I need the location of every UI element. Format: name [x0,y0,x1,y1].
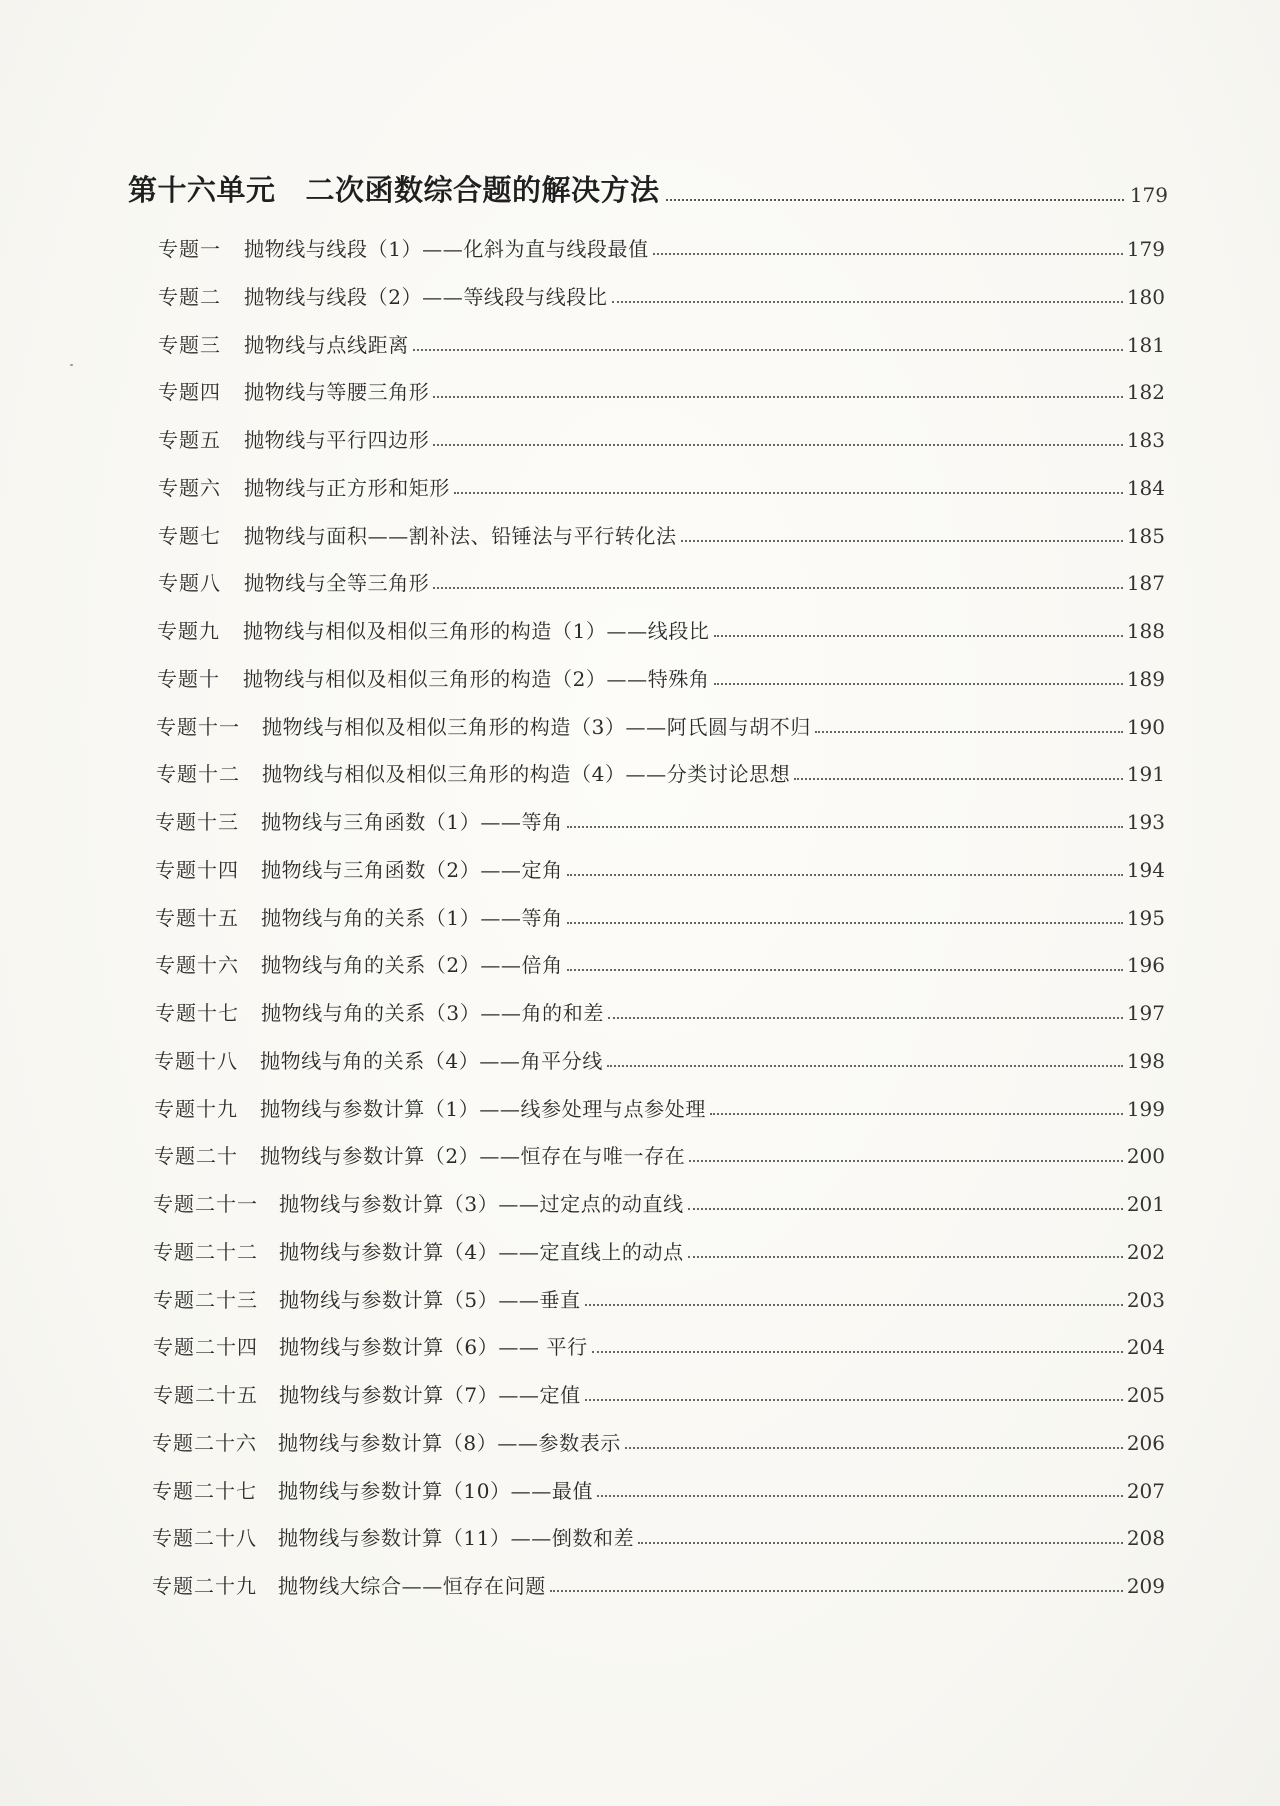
entry-label: 专题二十九 [152,1574,257,1598]
entry-title: 抛物线与参数计算（4）——定直线上的动点 [279,1239,684,1264]
entry-label: 专题五 [158,428,221,452]
toc-entry[interactable] [153,1279,1165,1313]
entry-title: 抛物线与参数计算（2）——恒存在与唯一存在 [260,1144,686,1169]
entry-title: 抛物线与相似及相似三角形的构造（3）——阿氏圆与胡不归 [262,714,811,739]
dot-leader [585,1304,1123,1306]
entry-label: 专题二十 [154,1144,238,1169]
entry-page-number: 190 [1126,714,1165,739]
entry-title: 抛物线与相似及相似三角形的构造（1）——线段比 [243,619,710,643]
toc-entry[interactable] [155,849,1165,883]
entry-label: 专题一 [158,237,221,261]
entry-label: 专题二十七 [152,1478,257,1503]
entry-title: 抛物线与参数计算（3）——过定点的动直线 [279,1192,684,1216]
toc-entry[interactable] [157,658,1165,692]
toc-entry[interactable] [152,1517,1165,1551]
entry-page-number: 205 [1126,1383,1165,1407]
dot-leader [681,540,1123,542]
entry-label: 专题十六 [155,953,239,978]
dot-leader [433,587,1122,589]
toc-entry[interactable] [158,276,1165,310]
dot-leader [567,922,1123,924]
unit-page-number: 179 [1129,183,1168,207]
entry-label: 专题八 [158,571,221,596]
entry-label: 专题二十八 [152,1526,257,1551]
entry-page-number: 187 [1126,571,1165,596]
dot-leader [689,1160,1122,1162]
toc-entry[interactable] [156,753,1165,787]
margin-speck [70,364,73,366]
dot-leader [815,731,1123,733]
toc-entry[interactable] [155,992,1165,1026]
dot-leader [710,1113,1123,1115]
dot-leader [413,349,1123,351]
entry-page-number: 193 [1126,810,1165,834]
entry-label: 专题二十二 [153,1239,258,1264]
dot-leader [688,1256,1123,1258]
entry-label: 专题十三 [155,810,239,834]
unit-title: 二次函数综合题的解决方法 [305,173,660,207]
entry-page-number: 184 [1126,475,1165,500]
toc-entry[interactable] [158,228,1165,262]
dot-leader [714,635,1123,637]
entry-title: 抛物线与角的关系（3）——角的和差 [261,1001,604,1025]
toc-entry[interactable] [154,1040,1165,1074]
entry-title: 抛物线与参数计算（11）——倒数和差 [278,1526,635,1551]
dot-leader [638,1542,1123,1544]
unit-label: 第十六单元 [128,173,276,207]
entry-label: 专题二 [158,284,221,309]
dot-leader [567,874,1123,876]
entry-title: 抛物线与角的关系（4）——角平分线 [260,1048,603,1073]
entry-label: 专题二十三 [153,1287,258,1312]
dot-leader [714,683,1123,685]
entry-label: 专题十一 [156,714,240,739]
entry-title: 抛物线与平行四边形 [244,428,430,452]
toc-entry[interactable] [155,897,1165,931]
entry-page-number: 189 [1126,666,1165,691]
entry-page-number: 199 [1126,1096,1165,1121]
entry-title: 抛物线与全等三角形 [244,571,430,596]
entry-title: 抛物线与面积——割补法、铅锤法与平行转化法 [244,523,677,548]
entry-title: 抛物线与线段（1）——化斜为直与线段最值 [244,237,649,261]
dot-leader [585,1399,1123,1401]
entry-label: 专题十七 [155,1001,239,1025]
entry-title: 抛物线与参数计算（7）——定值 [279,1383,581,1407]
entry-title: 抛物线与参数计算（10）——最值 [278,1478,594,1503]
entry-label: 专题十二 [156,762,240,787]
entry-page-number: 204 [1126,1335,1165,1360]
toc-entry[interactable] [152,1422,1165,1456]
dot-leader [688,1208,1123,1210]
entry-title: 抛物线与正方形和矩形 [244,475,450,500]
entry-page-number: 200 [1126,1144,1165,1169]
toc-entry[interactable] [154,1088,1165,1122]
entry-label: 专题十四 [155,857,239,882]
toc-entry[interactable] [156,706,1165,740]
entry-page-number: 183 [1126,428,1165,452]
entry-title: 抛物线与参数计算（6）—— 平行 [279,1335,588,1360]
entry-label: 专题九 [157,619,220,643]
entry-title: 抛物线与点线距离 [244,332,409,357]
entry-page-number: 198 [1126,1048,1165,1073]
entry-page-number: 203 [1126,1287,1165,1312]
toc-entry[interactable] [153,1326,1165,1360]
dot-leader [550,1590,1123,1592]
entry-label: 专题二十四 [153,1335,258,1360]
dot-leader [592,1351,1123,1353]
entry-page-number: 201 [1126,1192,1165,1216]
entry-title: 抛物线与参数计算（5）——垂直 [279,1287,581,1312]
dot-leader [433,444,1122,446]
entry-title: 抛物线与相似及相似三角形的构造（2）——特殊角 [243,666,710,691]
entry-label: 专题三 [158,332,221,357]
toc-entry[interactable] [158,515,1165,549]
entry-page-number: 182 [1126,380,1165,405]
entry-page-number: 179 [1126,237,1165,261]
entry-page-number: 208 [1126,1526,1165,1551]
entry-page-number: 194 [1126,857,1165,882]
dot-leader [794,778,1122,780]
entry-label: 专题六 [158,475,221,500]
entry-label: 专题四 [158,380,221,405]
entry-page-number: 202 [1126,1239,1165,1264]
dot-leader [454,492,1123,494]
toc-entry[interactable] [157,610,1165,644]
toc-entry[interactable] [152,1565,1165,1599]
dot-leader [433,396,1122,398]
toc-entry[interactable] [158,562,1165,596]
entry-title: 抛物线与三角函数（1）——等角 [261,810,563,834]
toc-entry[interactable] [155,801,1165,835]
toc-entry[interactable] [158,371,1165,405]
dot-leader [567,969,1123,971]
entry-page-number: 188 [1126,619,1165,643]
entry-label: 专题十八 [154,1048,238,1073]
toc-entry[interactable] [158,467,1165,501]
entry-page-number: 209 [1126,1574,1165,1598]
entry-title: 抛物线与等腰三角形 [244,380,430,405]
dot-leader [612,301,1123,303]
entry-page-number: 180 [1126,284,1165,309]
toc-entry[interactable] [155,944,1165,978]
entry-page-number: 206 [1126,1430,1165,1455]
toc-entry[interactable] [158,324,1165,358]
dot-leader [608,1017,1123,1019]
entry-page-number: 181 [1126,332,1165,357]
entry-label: 专题二十一 [153,1192,258,1216]
dot-leader [567,826,1123,828]
entry-title: 抛物线与参数计算（1）——线参处理与点参处理 [260,1096,706,1121]
entry-label: 专题十 [157,666,220,691]
entry-page-number: 185 [1126,523,1165,548]
entry-title: 抛物线与三角函数（2）——定角 [261,857,563,882]
toc-entry[interactable] [153,1374,1165,1408]
toc-entry[interactable] [152,1470,1165,1504]
toc-entry[interactable] [154,1135,1165,1169]
dot-leader [625,1447,1123,1449]
entry-page-number: 197 [1126,1001,1165,1025]
toc-entry[interactable] [153,1231,1165,1265]
entry-page-number: 207 [1126,1478,1165,1503]
entry-title: 抛物线与角的关系（2）——倍角 [261,953,563,978]
entry-title: 抛物线与线段（2）——等线段与线段比 [244,284,608,309]
entry-title: 抛物线大综合——恒存在问题 [278,1574,546,1598]
dot-leader [597,1495,1123,1497]
entry-label: 专题二十六 [152,1430,257,1455]
entry-title: 抛物线与相似及相似三角形的构造（4）——分类讨论思想 [262,762,791,787]
entry-page-number: 196 [1126,953,1165,978]
entry-page-number: 195 [1126,905,1165,930]
toc-entry[interactable] [158,419,1165,453]
entry-label: 专题十九 [154,1096,238,1121]
entry-label: 专题二十五 [153,1383,258,1407]
entry-page-number: 191 [1126,762,1165,787]
unit-heading-row[interactable] [128,165,1168,209]
entry-title: 抛物线与角的关系（1）——等角 [261,905,563,930]
toc-entry[interactable] [153,1183,1165,1217]
dot-leader [607,1065,1123,1067]
entry-label: 专题七 [158,523,221,548]
dot-leader [666,199,1124,201]
entry-label: 专题十五 [155,905,239,930]
dot-leader [653,253,1123,255]
entry-title: 抛物线与参数计算（8）——参数表示 [278,1430,621,1455]
